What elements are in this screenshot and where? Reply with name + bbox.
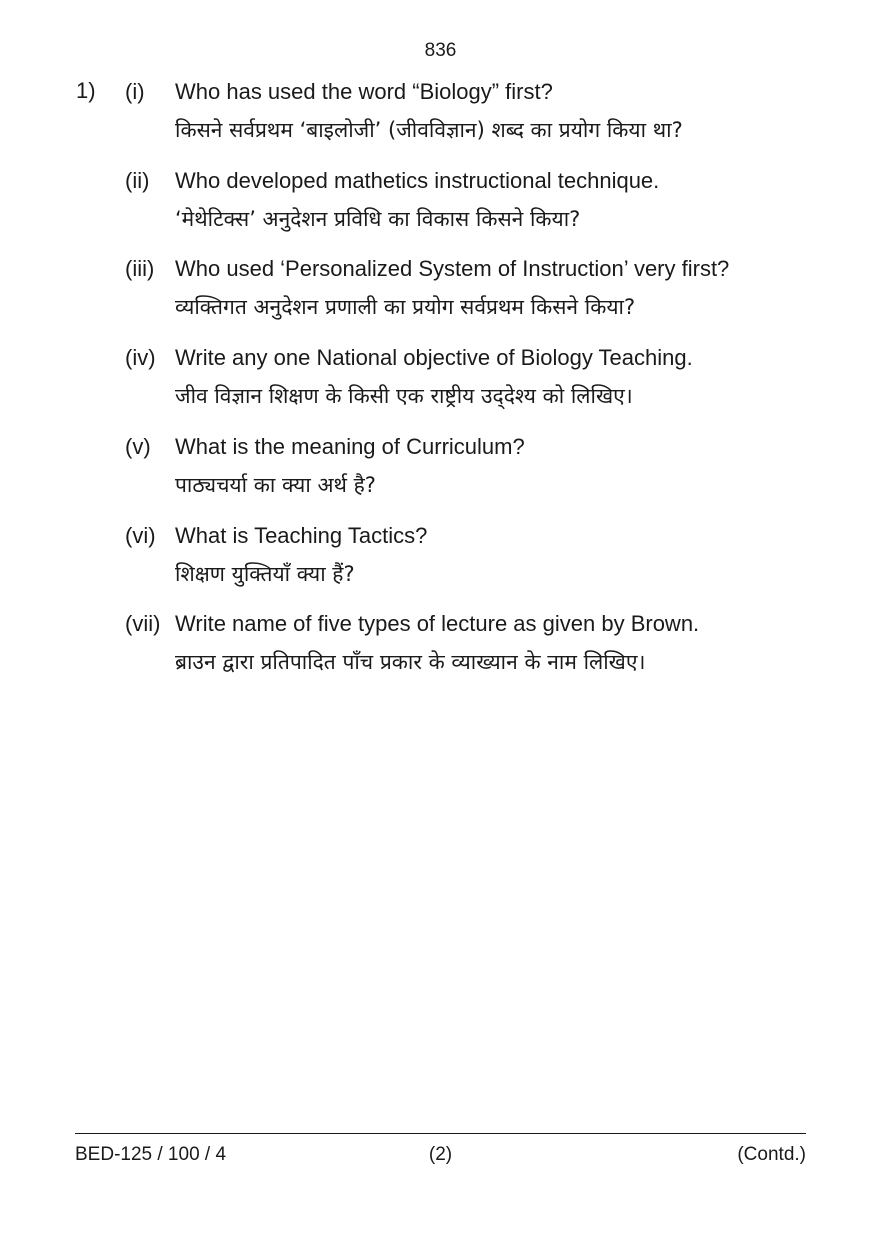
question-number: 1): [76, 78, 96, 103]
subquestion-english: Write name of five types of lecture as given by Brown.: [175, 611, 700, 636]
footer-paper-code: BED-125 / 100 / 4: [75, 1144, 227, 1165]
subquestion-english: What is Teaching Tactics?: [175, 523, 428, 548]
subquestion-hindi: शिक्षण युक्तियाँ क्या हैं?: [175, 562, 355, 586]
subquestion-english: Write any one National objective of Biology Teaching.: [175, 345, 693, 370]
footer-divider: [75, 1133, 806, 1134]
subquestion-label: (ii): [125, 168, 150, 193]
subquestion-english: Who has used the word “Biology” first?: [175, 79, 553, 104]
subquestion-hindi: पाठ्यचर्या का क्या अर्थ है?: [175, 473, 376, 497]
subquestion-hindi: जीव विज्ञान शिक्षण के किसी एक राष्ट्रीय उद्‌देश्य को लिखिए।: [175, 384, 633, 408]
subquestion-label: (vi): [125, 523, 156, 548]
subquestion-english: Who developed mathetics instructional technique.: [175, 168, 660, 193]
subquestion-label: (iii): [125, 256, 155, 281]
subquestion-label: (v): [125, 434, 151, 459]
subquestion-label: (i): [125, 79, 145, 104]
subquestion-hindi: व्यक्तिगत अनुदेशन प्रणाली का प्रयोग सर्वप्रथम किसने किया?: [175, 295, 636, 319]
page-number: 836: [424, 40, 457, 61]
subquestion-hindi: ‘मेथेटिक्स’ अनुदेशन प्रविधि का विकास किसने किया?: [175, 207, 581, 231]
subquestion-label: (iv): [125, 345, 156, 370]
footer-contd: (Contd.): [737, 1144, 806, 1165]
footer-page-number: (2): [428, 1144, 453, 1165]
subquestion-hindi: किसने सर्वप्रथम ‘बाइलोजी’ (जीवविज्ञान) शब्द का प्रयोग किया था?: [175, 118, 683, 142]
subquestion-label: (vii): [125, 611, 161, 636]
subquestion-english: Who used ‘Personalized System of Instruction’ very first?: [175, 256, 730, 281]
subquestion-english: What is the meaning of Curriculum?: [175, 434, 525, 459]
subquestion-hindi: ब्राउन द्वारा प्रतिपादित पाँच प्रकार के व्याख्यान के नाम लिखिए।: [175, 650, 646, 674]
